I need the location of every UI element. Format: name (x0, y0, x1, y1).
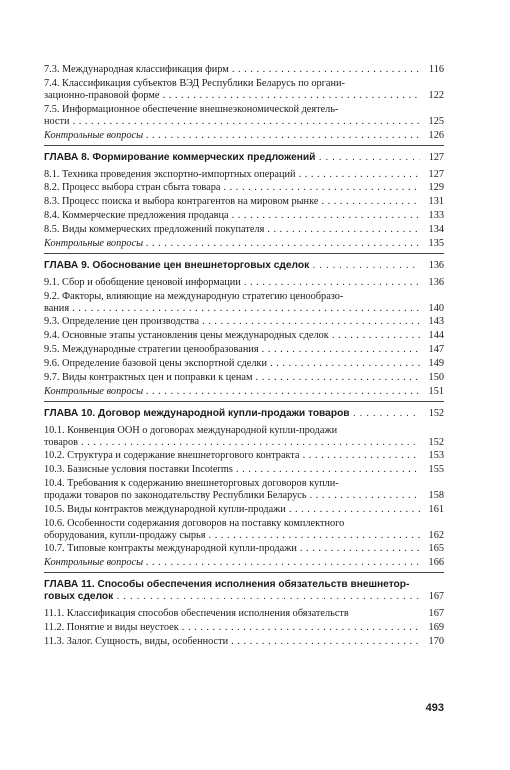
toc-entry-10-1 (44, 425, 444, 449)
toc-entry-title: 9.5. Международные стратегии ценообразования . . . (44, 344, 420, 356)
toc-entry-9-7 (44, 372, 444, 384)
toc-entry-title (44, 291, 420, 315)
toc-entry-page: 150 (428, 371, 444, 383)
toc-entry-7-5 (44, 104, 444, 128)
toc-entry-page: 125 (428, 115, 444, 127)
toc-entry-page: 136 (428, 276, 444, 288)
toc-entry-page: 147 (428, 343, 444, 355)
toc-chapter-page: 167 (428, 591, 444, 603)
toc-chapter-title-line2: говых сделок . . . (44, 591, 420, 603)
toc-entry-title-line2: продажи товаров по законодательству Республики Беларусь . . . (44, 490, 420, 502)
toc-chapter-9 (44, 260, 444, 272)
toc-entry-title: 11.2. Понятие и виды неустоек . . . (44, 622, 420, 634)
toc-entry-title: 10.3. Базисные условия поставки Incoterms . . . (44, 464, 420, 476)
toc-entry-title: 8.1. Техника проведения экспортно-импортных операций . . . (44, 169, 420, 181)
toc-entry-title: 8.5. Виды коммерческих предложений покупателя . . . (44, 224, 420, 236)
divider (44, 145, 444, 146)
toc-entry-page: 152 (428, 436, 444, 448)
toc-chapter-title (44, 579, 420, 603)
toc-entry-title: 11.1. Классификация способов обеспечения исполнения обязательств (44, 608, 349, 620)
toc-entry-title-line1: 7.4. Классификация субъектов ВЭД Республики Беларусь по органи- (44, 77, 345, 89)
toc-entry-9-1 (44, 277, 444, 289)
toc-entry-page: 116 (428, 64, 444, 75)
toc-entry-page: 167 (428, 608, 444, 620)
toc-entry-page: 165 (428, 543, 444, 555)
toc-entry-11-3 (44, 636, 444, 648)
toc-entry-8-2 (44, 182, 444, 194)
toc-entry-page: 144 (428, 330, 444, 342)
toc-entry-page: 166 (428, 557, 444, 569)
toc-entry-page: 170 (428, 635, 444, 647)
toc-entry-page: 135 (428, 237, 444, 249)
toc-entry-10-6 (44, 518, 444, 542)
toc-entry-title: 8.2. Процесс выбора стран сбыта товара . . . (44, 182, 420, 194)
toc-entry-9-3 (44, 316, 444, 328)
toc-entry-title-line1: 10.1. Конвенция ООН о договорах международной купли-продажи (44, 424, 338, 436)
toc-chapter-title: ГЛАВА 10. Договор международной купли-продажи товаров . . . (44, 408, 420, 420)
toc-chapter-8 (44, 152, 444, 164)
toc-entry-9-5 (44, 344, 444, 356)
toc-entry-page: 134 (428, 223, 444, 235)
toc-entry-9-2 (44, 291, 444, 315)
toc-entry-title-line1: 9.2. Факторы, влияющие на международную стратегию ценообразо- (44, 290, 344, 302)
toc-chapter-page: 136 (428, 259, 444, 271)
toc-entry-8-1 (44, 169, 444, 181)
toc-entry-title-line2: зационно-правовой форме . . . (44, 90, 420, 102)
toc-entry-title-line2: вания . . . (44, 303, 420, 315)
toc-entry-page: 143 (428, 316, 444, 328)
toc-entry-title: 10.2. Структура и содержание внешнеторгового контракта . . . (44, 450, 420, 462)
toc-entry-10-7 (44, 543, 444, 555)
toc-entry-title: 9.7. Виды контрактных цен и поправки к ценам . . . (44, 372, 420, 384)
toc-entry-title: 10.5. Виды контрактов международной купли-продажи . . . (44, 504, 420, 516)
toc-entry-11-2 (44, 622, 444, 634)
toc-entry-page: 133 (428, 209, 444, 221)
toc-entry-title: Контрольные вопросы . . . (44, 130, 420, 142)
toc-entry-page: 153 (428, 450, 444, 462)
toc-entry-8-5 (44, 224, 444, 236)
toc-entry-title (44, 518, 420, 542)
toc-entry-7-4 (44, 78, 444, 102)
toc-entry-page: 149 (428, 357, 444, 369)
toc-chapter-title: ГЛАВА 9. Обоснование цен внешнеторговых сделок . . . (44, 260, 420, 272)
toc-entry-page: 151 (428, 385, 444, 397)
toc-entry-8-4 (44, 210, 444, 222)
toc-entry-title (44, 104, 420, 128)
toc-entry-page: 162 (428, 529, 444, 541)
toc-chapter-title: ГЛАВА 8. Формирование коммерческих предложений . . . (44, 152, 420, 164)
toc-entry-title-line1: 10.6. Особенности содержания договоров на поставку комплектного (44, 517, 345, 529)
toc-entry-title-line2: оборудования, купли-продажу сырья . . . (44, 530, 420, 542)
toc-entry-10-4 (44, 478, 444, 502)
toc-entry-title-line1: 7.5. Информационное обеспечение внешнеэкономической деятель- (44, 103, 339, 115)
toc-entry-page: 169 (428, 622, 444, 634)
toc-entry-title: 7.3. Международная классификация фирм . . . (44, 64, 420, 76)
toc-chapter-page: 127 (428, 151, 444, 163)
toc-entry-title-line1: 10.4. Требования к содержанию внешнеторговых договоров купли- (44, 477, 339, 489)
toc-entry-11-1 (44, 608, 444, 620)
toc-entry-10-2 (44, 450, 444, 462)
toc-entry-title: 9.3. Определение цен производства . . . (44, 316, 420, 328)
toc-review-questions-8 (44, 238, 444, 250)
toc-entry-title (44, 425, 420, 449)
toc-entry-page: 155 (428, 464, 444, 476)
toc-entry-title: 11.3. Залог. Сущность, виды, особенности . . . (44, 636, 420, 648)
toc-entry-page: 131 (428, 196, 444, 208)
toc-review-questions-7 (44, 130, 444, 142)
toc-chapter-10 (44, 408, 444, 420)
toc-chapter-title-line1: ГЛАВА 11. Способы обеспечения исполнения обязательств внешнетор- (44, 579, 410, 591)
divider (44, 253, 444, 254)
toc-entry-7-3 (44, 64, 444, 76)
toc-entry-title: 9.1. Сбор и обобщение ценовой информации . . . (44, 277, 420, 289)
toc-entry-title-line2: ности . . . (44, 116, 420, 128)
toc-entry-title: Контрольные вопросы . . . (44, 557, 420, 569)
toc-entry-9-4 (44, 330, 444, 342)
toc-entry-10-3 (44, 464, 444, 476)
toc-entry-page: 129 (428, 182, 444, 194)
toc-entry-9-6 (44, 358, 444, 370)
toc-entry-title (44, 478, 420, 502)
toc-review-questions-9 (44, 386, 444, 398)
toc-entry-page: 127 (428, 168, 444, 180)
table-of-contents (44, 64, 444, 650)
toc-entry-title: 8.4. Коммерческие предложения продавца . . . (44, 210, 420, 222)
toc-entry-title: Контрольные вопросы . . . (44, 238, 420, 250)
toc-entry-title: 10.7. Типовые контракты международной купли-продажи . . . (44, 543, 420, 555)
toc-chapter-11 (44, 579, 444, 603)
toc-entry-page: 140 (428, 302, 444, 314)
toc-entry-page: 161 (428, 503, 444, 515)
toc-entry-title: 8.3. Процесс поиска и выбора контрагентов на мировом рынке . . . (44, 196, 420, 208)
toc-entry-title (44, 78, 420, 102)
divider (44, 401, 444, 402)
toc-entry-title: 9.4. Основные этапы установления цены международных сделок . . . (44, 330, 420, 342)
toc-review-questions-10 (44, 557, 444, 569)
toc-entry-title: 9.6. Определение базовой цены экспортной сделки . . . (44, 358, 420, 370)
toc-entry-page: 126 (428, 129, 444, 141)
toc-entry-title-line2: товаров . . . (44, 437, 420, 449)
toc-entry-page: 158 (428, 489, 444, 501)
toc-entry-10-5 (44, 504, 444, 516)
toc-entry-title: Контрольные вопросы . . . (44, 386, 420, 398)
toc-chapter-page: 152 (428, 407, 444, 419)
toc-entry-page: 122 (428, 89, 444, 101)
page-number: 493 (425, 702, 444, 714)
toc-entry-8-3 (44, 196, 444, 208)
divider (44, 572, 444, 573)
